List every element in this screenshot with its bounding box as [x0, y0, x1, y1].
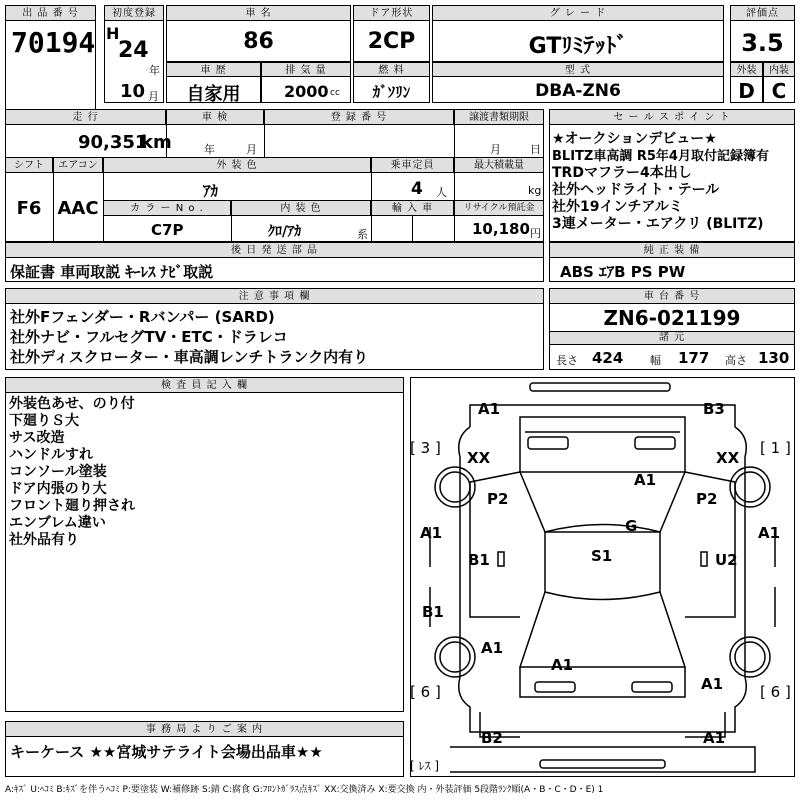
- grade-label: グ レ ー ド: [432, 5, 724, 21]
- office-label: 事 務 局 よ り ご 案 内: [5, 721, 404, 737]
- month-unit: 月: [148, 90, 159, 103]
- inspection-label: 車 検: [166, 109, 264, 125]
- capacity: 4: [411, 179, 423, 199]
- capacity-unit: 人: [436, 186, 447, 199]
- year-unit: 年: [149, 64, 160, 77]
- notes-label: 注 意 事 項 欄: [5, 288, 544, 304]
- mark-left-fender: P2: [487, 490, 509, 508]
- note-line: 社外ナビ・フルセグTV・ETC・ドラレコ: [10, 328, 288, 346]
- door-type-label: ドア形状: [353, 5, 430, 21]
- mark-left-rocker: B1: [422, 603, 444, 621]
- interior-color: ｸﾛ/ｱｶ: [268, 224, 302, 240]
- inspector-label: 検 査 員 記 入 欄: [5, 377, 404, 393]
- mark-front-left-wheel: XX: [467, 449, 491, 467]
- notes-list: [10, 307, 368, 367]
- transfer-deadline-label: 譲渡書類期限: [454, 109, 544, 125]
- legend: A:ｷｽﾞ U:ﾍｺﾐ B:ｷｽﾞを伴うﾍｺﾐ P:要塗装 W:補修跡 S:錆 C:腐食 G:ﾌﾛﾝﾄｶﾞﾗｽ点ｷｽﾞ XX:交換済み X:要交換 内・外装評価 5段階ﾗﾝｸ順(A・B・C・D・E) 1: [5, 785, 604, 795]
- mark-hood: A1: [634, 471, 657, 489]
- aircon: AAC: [57, 198, 99, 219]
- exterior-grade: D: [738, 79, 755, 103]
- mark-windshield: G: [625, 517, 638, 535]
- score-label: 評価点: [730, 5, 795, 21]
- displacement: 2000: [284, 82, 329, 101]
- chassis-number: ZN6-021199: [603, 306, 741, 330]
- exterior-label: 外装: [730, 62, 763, 77]
- mark-right-fender: P2: [696, 490, 718, 508]
- door-type: 2CP: [367, 29, 416, 54]
- transfer-day-unit: 日: [530, 143, 541, 156]
- mileage-label: 走 行: [5, 109, 166, 125]
- model-code: DBA-ZN6: [535, 81, 621, 101]
- recycle-fee-unit: 円: [530, 227, 541, 240]
- length: 424: [592, 349, 624, 367]
- inspector-line: ハンドルすれ: [9, 447, 93, 463]
- displacement-unit: cc: [330, 88, 340, 98]
- mark-front-right: B3: [703, 400, 725, 418]
- interior-color-label: 内 装 色: [231, 200, 371, 216]
- capacity-label: 乗車定員: [371, 157, 454, 173]
- mark-right-door: U2: [715, 551, 738, 569]
- max-load-label: 最大積載量: [454, 157, 544, 173]
- specs-label: 諸 元: [549, 331, 795, 345]
- bracket-spare: [ ﾚｽ ]: [410, 759, 440, 773]
- inspector-notes: [9, 396, 135, 549]
- inspector-line: 社外品有り: [9, 532, 79, 548]
- lot-number-box: [5, 5, 96, 118]
- era: H: [106, 24, 120, 43]
- inspector-line: 下廻りＳ大: [9, 413, 79, 429]
- fuel: ｶﾞｿﾘﾝ: [372, 83, 411, 101]
- interior-grade: C: [771, 79, 787, 103]
- sales-point: 社外19インチアルミ: [552, 199, 683, 215]
- score: 3.5: [741, 29, 784, 57]
- inspection-year-unit: 年: [204, 143, 215, 156]
- mark-left-quarter: A1: [481, 639, 504, 657]
- aircon-label: エアコン: [53, 157, 103, 173]
- lot-number-label: 出 品 番 号: [5, 5, 96, 21]
- mark-left-door: B1: [468, 551, 490, 569]
- inspector-line: フロント廻り押され: [9, 498, 135, 514]
- recycle-fee-label: リサイクル預託金: [454, 200, 544, 216]
- import-label: 輸 入 車: [371, 200, 454, 216]
- grade: GTﾘﾐﾃｯﾄﾞ: [528, 34, 628, 59]
- later-parts: 保証書 車両取説 ｷｰﾚｽ ﾅﾋﾞ取説: [10, 263, 214, 281]
- interior-label: 内装: [763, 62, 795, 77]
- mark-left-side: A1: [420, 524, 443, 542]
- registration-month: 10: [120, 81, 146, 102]
- exterior-color: ｱｶ: [203, 182, 219, 200]
- interior-color-unit: 系: [357, 228, 368, 241]
- equipment: ABS ｴｱB PS PW: [560, 263, 686, 281]
- sales-point: 3連メーター・エアクリ (BLITZ): [552, 216, 764, 232]
- bracket-fr: [ 1 ]: [760, 439, 791, 457]
- bracket-rl: [ 6 ]: [410, 683, 441, 701]
- mark-trunk: A1: [551, 656, 574, 674]
- height: 130: [758, 349, 790, 367]
- exterior-color-label: 外 装 色: [103, 157, 371, 173]
- width-label: 幅: [650, 354, 661, 367]
- inspector-line: エンブレム違い: [9, 515, 106, 531]
- sales-point: 社外ヘッドライト・テール: [552, 182, 720, 198]
- inspection-month-unit: 月: [246, 143, 257, 156]
- mark-front-right-wheel: XX: [716, 449, 740, 467]
- first-registration-label: 初度登録: [104, 5, 164, 21]
- registration-year: 24: [118, 38, 149, 63]
- inspector-line: サス改造: [9, 430, 65, 446]
- inspector-line: コンソール塗装: [9, 464, 107, 480]
- equipment-label: 純 正 装 備: [549, 242, 795, 258]
- sales-point: ★オークションデビュー★: [552, 131, 717, 147]
- width: 177: [678, 349, 710, 367]
- note-line: 社外ディスクローター・車高調レンチトランク内有り: [10, 348, 369, 366]
- model-code-label: 型 式: [432, 62, 724, 77]
- fuel-label: 燃 料: [353, 62, 430, 77]
- mark-front-bumper: A1: [478, 400, 501, 418]
- model-name: 86: [243, 29, 274, 54]
- shift: F6: [16, 198, 42, 219]
- chassis-label: 車 台 番 号: [549, 288, 795, 304]
- height-label: 高さ: [725, 354, 747, 367]
- length-label: 長さ: [556, 354, 578, 367]
- sales-point: TRDマフラー4本出し: [552, 165, 692, 181]
- bracket-fl: [ 3 ]: [410, 439, 441, 457]
- mileage: 90,351: [78, 132, 148, 153]
- later-parts-label: 後 日 発 送 部 品: [5, 242, 544, 258]
- mark-rear-bumper: A1: [703, 729, 726, 747]
- plate-label: 登 録 番 号: [264, 109, 454, 125]
- shift-label: シフト: [5, 157, 53, 173]
- mark-roof: S1: [591, 547, 613, 565]
- car-diagram: [410, 377, 795, 777]
- transfer-month-unit: 月: [490, 143, 501, 156]
- mark-right-side: A1: [758, 524, 781, 542]
- history-label: 車 歴: [166, 62, 261, 77]
- history: 自家用: [186, 84, 241, 105]
- mark-rear-left: B2: [481, 729, 503, 747]
- displacement-label: 排 気 量: [261, 62, 351, 77]
- sales-points-list: [552, 131, 769, 233]
- bracket-rr: [ 6 ]: [760, 683, 791, 701]
- note-line: 社外Fフェンダー・Rバンパー (SARD): [10, 308, 275, 326]
- inspector-line: 外装色あせ、のり付: [9, 396, 135, 412]
- lot-number: 70194: [11, 26, 96, 59]
- mark-right-quarter: A1: [701, 675, 724, 693]
- model-name-label: 車 名: [166, 5, 351, 21]
- recycle-fee: 10,180: [472, 220, 530, 238]
- inspector-line: ドア内張のり大: [9, 481, 107, 497]
- sales-point: BLITZ車高調 R5年4月取付記録簿有: [552, 149, 769, 164]
- max-load-unit: kg: [528, 184, 542, 197]
- color-number-label: カ ラ ー N o .: [103, 200, 231, 216]
- color-number: C7P: [151, 221, 184, 239]
- office-message: キーケース ★★宮城サテライト会場出品車★★: [10, 743, 323, 761]
- sales-points-label: セ ー ル ス ポ イ ン ト: [549, 109, 795, 125]
- mileage-unit: km: [141, 132, 172, 153]
